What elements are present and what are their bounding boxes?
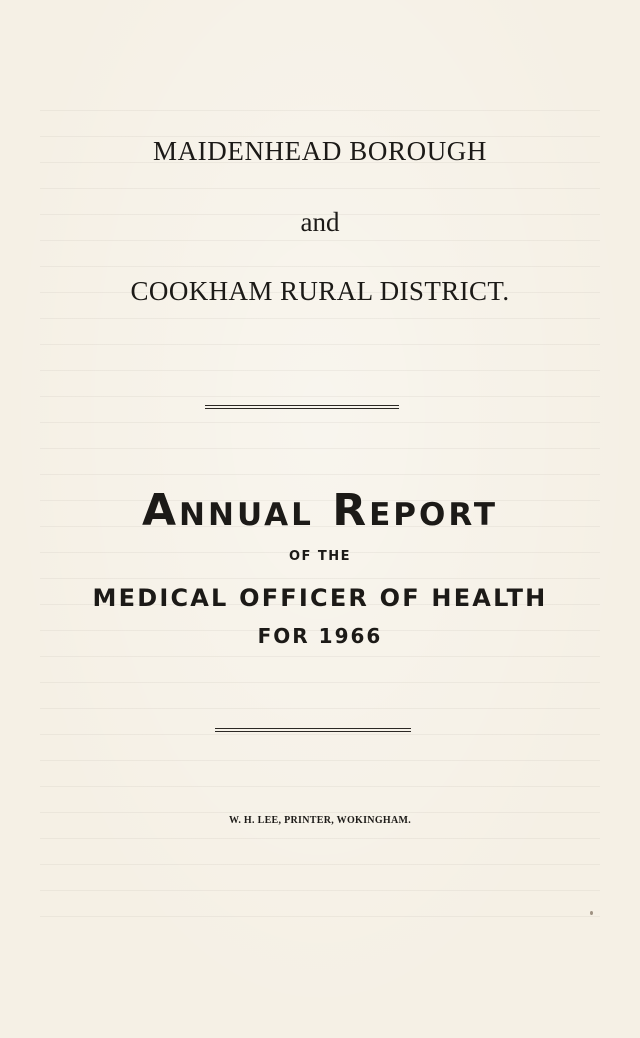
medical-officer-heading: MEDICAL OFFICER OF HEALTH [92,584,548,612]
printer-imprint: W. H. LEE, PRINTER, WOKINGHAM. [228,815,412,826]
double-rule-top [205,405,399,409]
borough-title: MAIDENHEAD BOROUGH [152,136,488,166]
paper-speck [590,911,593,915]
and-connector: and [300,207,340,237]
district-title: COOKHAM RURAL DISTRICT. [130,276,510,306]
report-year: FOR 1966 [257,624,383,648]
of-the-label: OF THE [288,549,352,564]
double-rule-bottom [215,728,411,732]
annual-report-heading: Annual Report [142,485,498,536]
